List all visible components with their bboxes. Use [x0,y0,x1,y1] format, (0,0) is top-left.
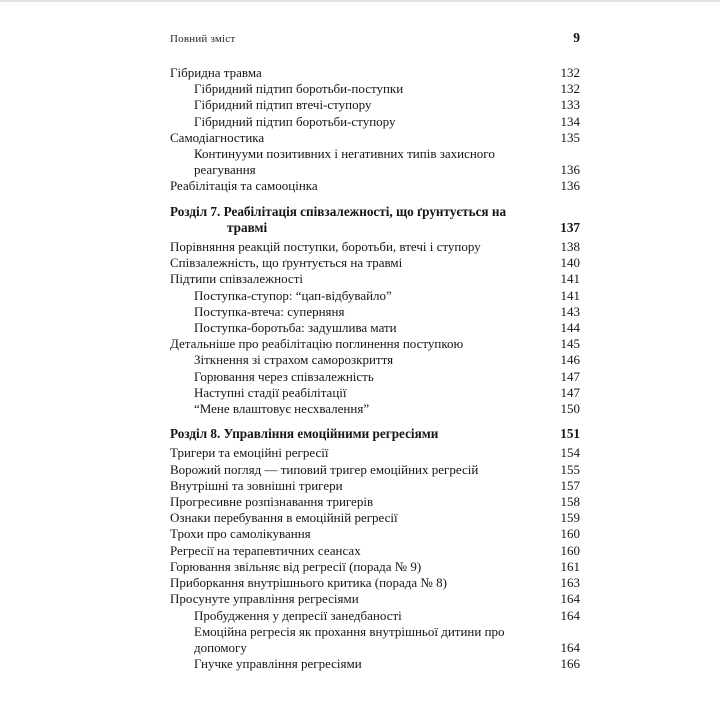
toc-entry-page: 161 [560,558,580,574]
toc-entry-row [170,494,580,510]
toc-entry-page: 147 [560,368,580,384]
toc-entry-title: Прогресивне розпізнавання тригерів [170,494,374,510]
toc-entry-page: 141 [560,271,580,287]
toc-entry-page: 133 [560,97,580,113]
toc-entry-page: 138 [560,239,580,255]
toc-entry-row [170,97,580,113]
toc-entry-page: 146 [560,352,580,368]
toc-entry-row [170,510,580,526]
toc-entry-row [170,320,580,336]
table-of-contents [170,65,580,672]
toc-entry-row [170,608,580,624]
page-content [170,30,580,672]
toc-entry-page: 132 [560,81,580,97]
toc-entry-page: 137 [560,219,580,235]
toc-entry-page: 155 [560,461,580,477]
toc-entry-title: Приборкання внутрішнього критика (порада № 8) [170,575,447,591]
toc-entry-title: Розділ 8. Управління емоційними регресіями [170,426,439,442]
toc-entry-row [170,401,580,417]
toc-entry-page: 160 [560,526,580,542]
toc-entry-title: Ознаки перебування в емоційній регресії [170,510,398,526]
toc-entry-row [170,130,580,146]
toc-entry-row [170,369,580,385]
toc-entry-page: 164 [560,607,580,623]
toc-entry-page: 135 [560,129,580,145]
toc-entry-title: Тригери та емоційні регресії [170,445,329,461]
toc-entry-page: 151 [560,426,580,442]
toc-entry-page: 163 [560,575,580,591]
toc-entry-page: 158 [560,494,580,510]
toc-entry-row [170,178,580,194]
toc-entry-page: 164 [560,591,580,607]
toc-entry-row [170,543,580,559]
toc-entry-page: 150 [560,401,580,417]
toc-entry-title: Гнучке управління регресіями [194,656,362,672]
toc-entry-title: Горювання звільняє від регресії (порада № 9) [170,558,422,574]
toc-entry-row [170,114,580,130]
page-number: 9 [573,30,580,45]
toc-entry-row [170,462,580,478]
toc-entry-title: Гібридний підтип боротьби-поступки [194,81,404,97]
toc-entry-row [170,288,580,304]
toc-entry-title: Гібридна травма [170,65,262,80]
toc-entry-row [170,65,580,81]
toc-entry-row [170,445,580,461]
toc-entry-title: Самодіагностика [170,129,265,145]
toc-entry-title: Емоційна регресія як прохання внутрішньої дитини про допомогу [194,623,505,655]
toc-entry-title: Поступка-втеча: суперняня [194,303,345,319]
toc-entry-title: Гібридний підтип втечі-ступору [194,97,372,113]
toc-entry-row [170,304,580,320]
toc-entry-row [170,656,580,672]
toc-entry-row [170,271,580,287]
toc-entry-title: Ворожий погляд — типовий тригер емоційних регресій [170,461,479,477]
toc-entry-title: Детальніше про реабілітацію поглинення поступкою [170,336,464,352]
toc-entry-title: Пробудження у депресії занедбаності [194,607,402,623]
toc-entry-title: Просунуте управління регресіями [170,591,359,607]
toc-entry-row [170,575,580,591]
toc-entry-title: Поступка-ступор: “цап-відбувайло” [194,287,392,303]
toc-entry-page: 159 [560,510,580,526]
toc-entry-title: Підтипи співзалежності [170,271,303,287]
toc-entry-row [170,559,580,575]
running-header [170,30,580,46]
toc-entry-row [170,624,580,656]
toc-entry-page: 145 [560,336,580,352]
toc-entry-title: Зіткнення зі страхом саморозкриття [194,352,394,368]
toc-entry-page: 134 [560,113,580,129]
toc-entry-row [170,146,580,178]
page-top-edge [0,0,720,2]
toc-entry-row [170,591,580,607]
toc-entry-row [170,385,580,401]
toc-chapter-row [170,204,580,236]
toc-entry-title: Поступка-боротьба: задушлива мати [194,320,397,336]
toc-entry-title: Трохи про самолікування [170,526,311,542]
toc-entry-page: 132 [560,65,580,80]
toc-entry-title: Регресії на терапевтичних сеансах [170,542,361,558]
toc-entry-title: Порівняння реакцій поступки, боротьби, втечі і ступору [170,239,481,255]
toc-entry-page: 157 [560,477,580,493]
toc-entry-title: Співзалежність, що ґрунтується на травмі [170,255,403,271]
toc-entry-row [170,352,580,368]
toc-entry-row [170,81,580,97]
toc-entry-title: “Мене влаштовує несхвалення” [194,401,370,417]
toc-entry-page: 147 [560,384,580,400]
toc-entry-page: 140 [560,255,580,271]
toc-entry-page: 143 [560,303,580,319]
toc-entry-page: 141 [560,287,580,303]
toc-entry-title: Реабілітація та самооцінка [170,178,318,194]
toc-chapter-row [170,426,580,442]
toc-entry-page: 164 [560,639,580,655]
toc-entry-row [170,239,580,255]
toc-entry-title: Внутрішні та зовнішні тригери [170,477,343,493]
toc-entry-page: 136 [560,162,580,178]
toc-entry-row [170,526,580,542]
toc-entry-page: 154 [560,445,580,461]
toc-entry-page: 160 [560,542,580,558]
toc-entry-page: 136 [560,178,580,194]
toc-entry-page: 144 [560,320,580,336]
toc-entry-page: 166 [560,656,580,672]
toc-entry-title: Горювання через співзалежність [194,368,374,384]
toc-entry-title: Наступні стадії реабілітації [194,384,347,400]
toc-entry-title: Континууми позитивних і негативних типів захисного реагування [194,146,495,178]
running-header-title: Повний зміст [170,33,236,45]
toc-entry-row [170,255,580,271]
toc-entry-title: Розділ 7. Реабілітація співзалежності, що ґрунтується на травмі [170,203,507,235]
toc-entry-row [170,478,580,494]
toc-entry-row [170,336,580,352]
toc-entry-title: Гібридний підтип боротьби-ступору [194,113,396,129]
